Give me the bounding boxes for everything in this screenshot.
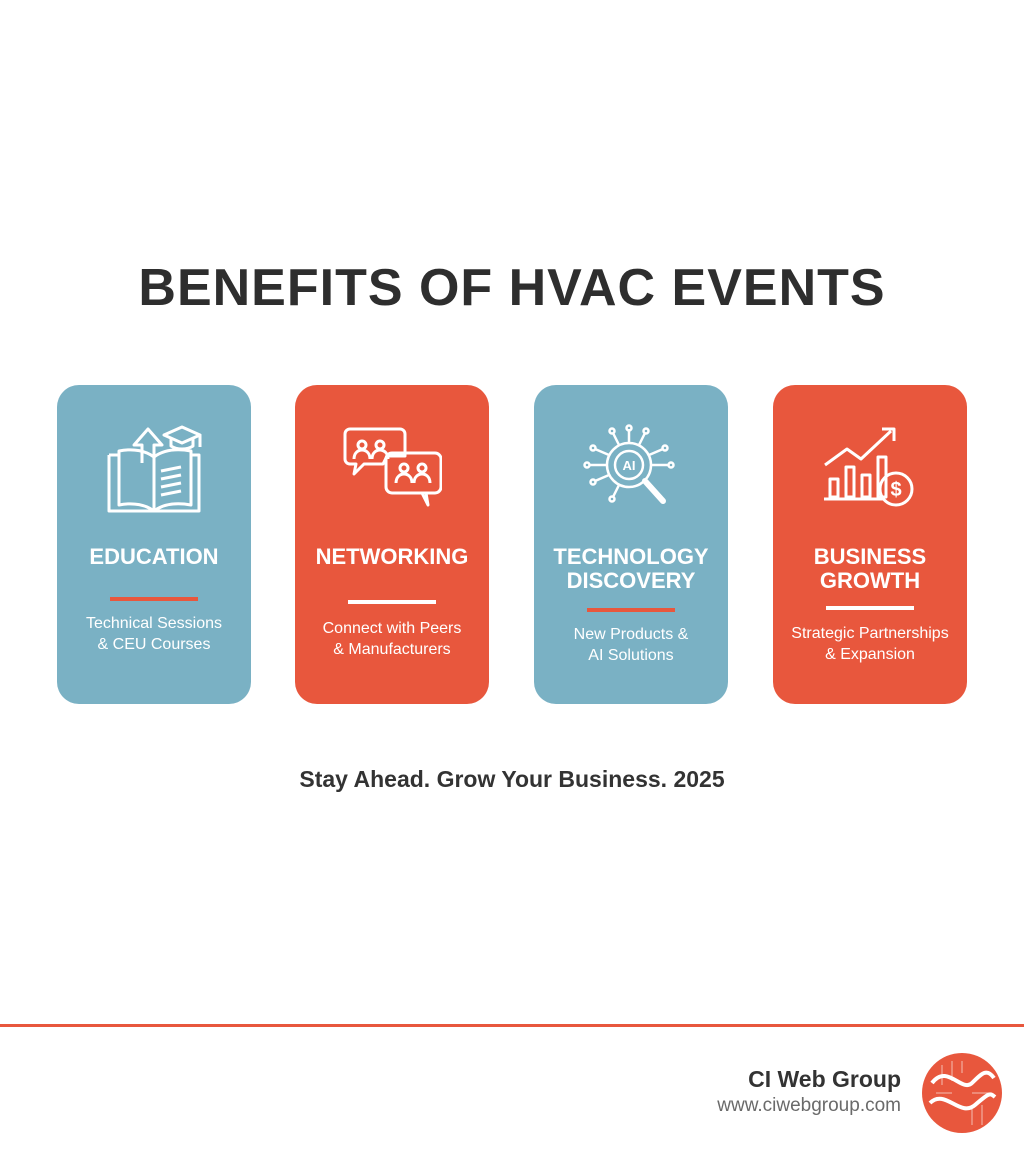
ai-chip-search-icon — [581, 423, 681, 515]
card-title: NETWORKING — [315, 544, 469, 569]
chip-label: AI — [622, 458, 636, 473]
book-graduation-icon — [104, 423, 204, 515]
card-networking — [295, 385, 489, 704]
tagline: Stay Ahead. Grow Your Business. 2025 — [299, 766, 725, 792]
growth-chart-dollar-icon — [820, 423, 920, 515]
card-desc-line2: AI Solutions — [588, 647, 674, 664]
card-desc-line1: Strategic Partnerships — [791, 625, 949, 642]
card-desc-line1: Technical Sessions — [85, 615, 223, 632]
card-title-line1: BUSINESS — [813, 544, 927, 569]
divider — [110, 597, 198, 601]
card-title: EDUCATION — [89, 544, 219, 569]
brand-block — [717, 1066, 901, 1117]
card-desc-line2: & Manufacturers — [333, 641, 451, 658]
card-title-line2: GROWTH — [819, 568, 921, 593]
footer-divider — [0, 1024, 1024, 1027]
chat-people-icon — [342, 423, 442, 515]
brand-name: CI Web Group — [748, 1066, 901, 1092]
card-business-growth — [773, 385, 967, 704]
brand-url[interactable]: www.ciwebgroup.com — [717, 1095, 901, 1116]
card-desc-line2: & Expansion — [825, 646, 915, 663]
card-desc-line2: & CEU Courses — [97, 636, 211, 653]
card-technology-discovery — [534, 385, 728, 704]
page-title: BENEFITS OF HVAC EVENTS — [138, 259, 886, 317]
ci-web-group-logo-icon — [922, 1053, 1002, 1133]
card-title-line1: TECHNOLOGY — [553, 544, 709, 569]
dollar-sign: $ — [890, 479, 902, 501]
divider — [587, 608, 675, 612]
card-education — [57, 385, 251, 704]
divider — [826, 606, 914, 610]
card-desc-line1: Connect with Peers — [322, 620, 462, 637]
card-title-line2: DISCOVERY — [566, 568, 696, 593]
divider — [348, 600, 436, 604]
card-desc-line1: New Products & — [573, 626, 689, 643]
